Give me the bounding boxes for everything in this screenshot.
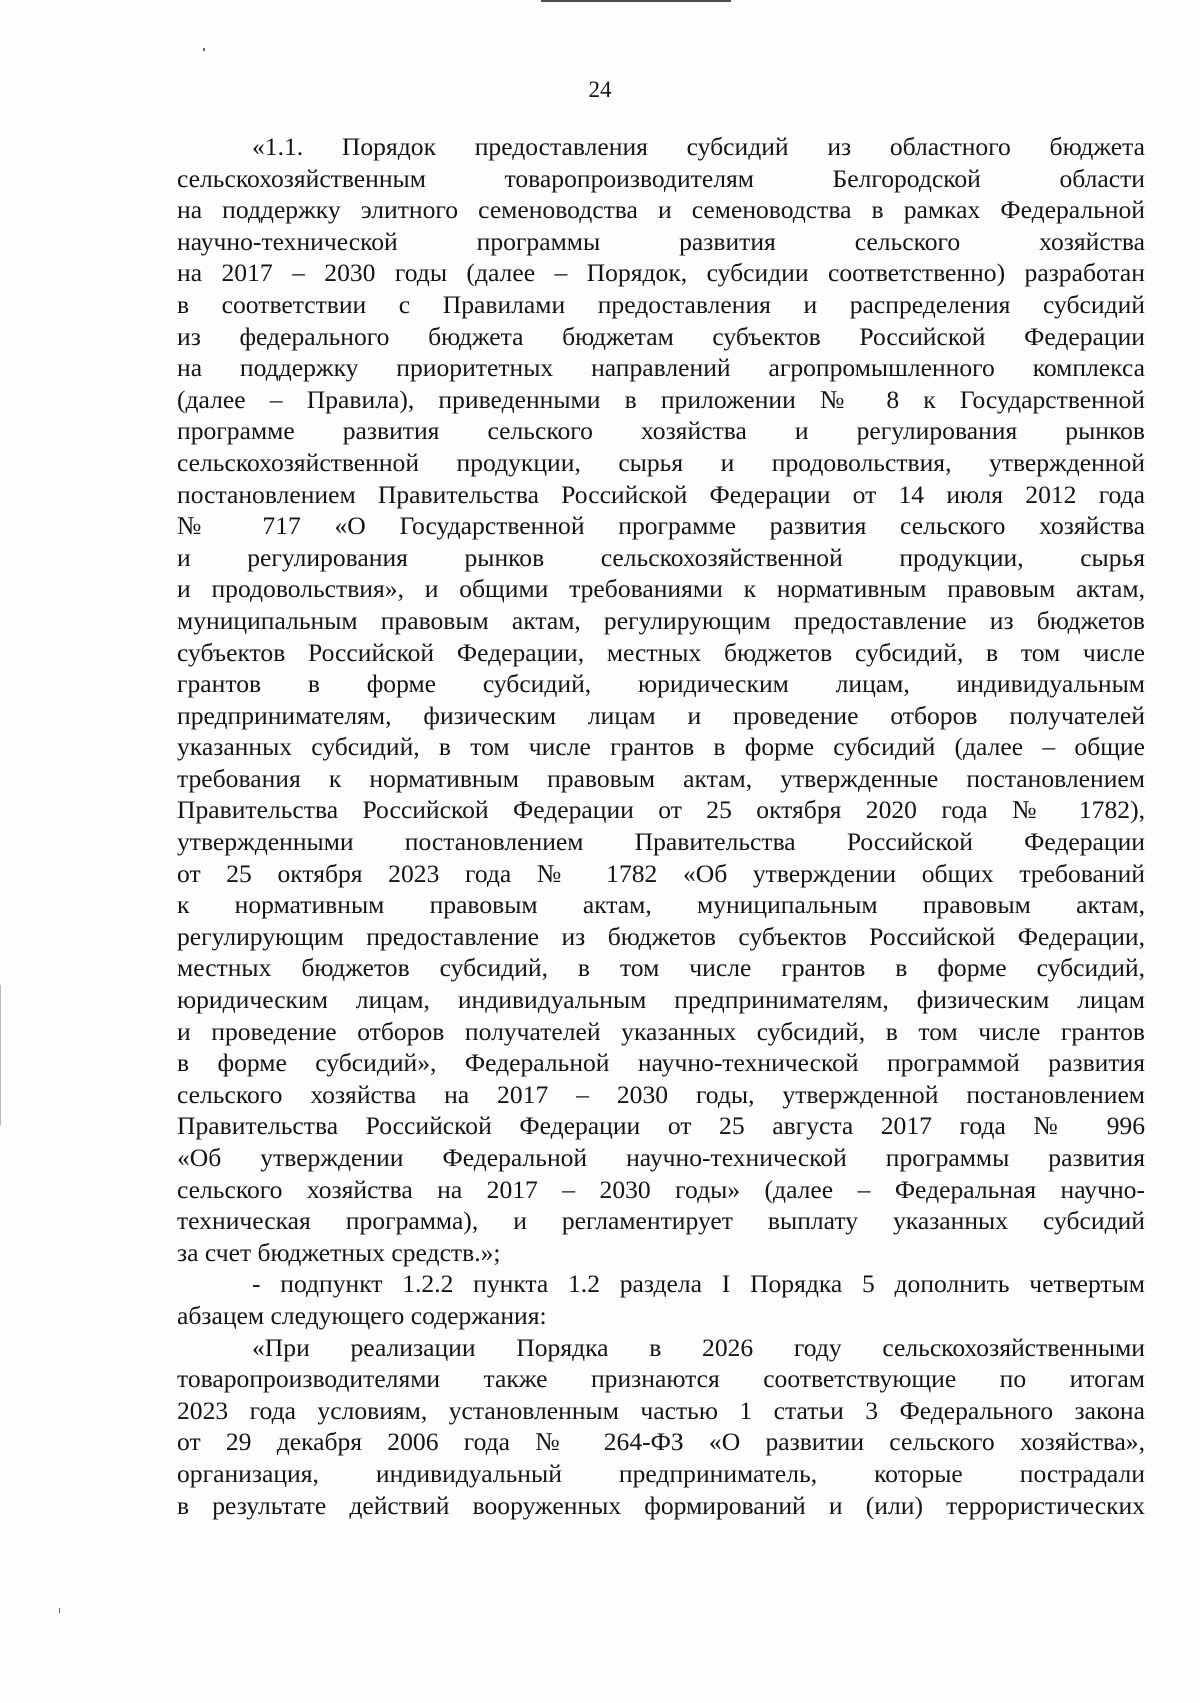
text-line: Правительства Российской Федерации от 25 октября 2020 года № 1782), <box>177 795 1145 825</box>
text-line: юридическим лицам, индивидуальным предпринимателям, физическим лицам <box>177 985 1145 1015</box>
scan-edge <box>0 985 1 1125</box>
text-line: 2023 года условиям, установленным частью 1 статьи 3 Федерального закона <box>177 1395 1145 1425</box>
text-line: - подпункт 1.2.2 пункта 1.2 раздела I Порядка 5 дополнить четвертым <box>252 1269 1145 1299</box>
text-line: за счет бюджетных средств.»; <box>177 1237 501 1267</box>
text-line: программе развития сельского хозяйства и регулирования рынков <box>177 416 1145 446</box>
text-line: сельскохозяйственной продукции, сырья и продовольствия, утвержденной <box>177 447 1145 477</box>
text-line: местных бюджетов субсидий, в том числе грантов в форме субсидий, <box>177 953 1145 983</box>
text-line: к нормативным правовым актам, муниципальным правовым актам, <box>177 890 1145 920</box>
text-line: на поддержку элитного семеноводства и семеноводства в рамках Федеральной <box>177 195 1145 225</box>
text-line: постановлением Правительства Российской Федерации от 14 июля 2012 года <box>177 479 1145 509</box>
text-line: субъектов Российской Федерации, местных бюджетов субсидий, в том числе <box>177 637 1145 667</box>
text-line: грантов в форме субсидий, юридическим лицам, индивидуальным <box>177 669 1145 699</box>
text-line: сельскохозяйственным товаропроизводителям Белгородской области <box>177 163 1145 193</box>
text-line: утвержденными постановлением Правительства Российской Федерации <box>177 827 1145 857</box>
text-line: от 29 декабря 2006 года № 264-ФЗ «О развитии сельского хозяйства», <box>177 1427 1145 1457</box>
text-line: товаропроизводителями также признаются соответствующие по итогам <box>177 1364 1145 1394</box>
text-line: сельского хозяйства на 2017 – 2030 годы, утвержденной постановлением <box>177 1079 1145 1109</box>
text-line: на 2017 – 2030 годы (далее – Порядок, субсидии соответственно) разработан <box>177 258 1145 288</box>
text-line: (далее – Правила), приведенными в приложении № 8 к Государственной <box>177 384 1145 414</box>
text-line: сельского хозяйства на 2017 – 2030 годы» (далее – Федеральная научно- <box>177 1174 1145 1204</box>
text-line: на поддержку приоритетных направлений агропромышленного комплекса <box>177 353 1145 383</box>
text-line: требования к нормативным правовым актам, утвержденные постановлением <box>177 763 1145 793</box>
document-body <box>177 131 1145 1521</box>
text-line: из федерального бюджета бюджетам субъектов Российской Федерации <box>177 321 1145 351</box>
text-line: и проведение отборов получателей указанных субсидий, в том числе грантов <box>177 1016 1145 1046</box>
text-line: регулирующим предоставление из бюджетов субъектов Российской Федерации, <box>177 921 1145 951</box>
text-line: муниципальным правовым актам, регулирующим предоставление из бюджетов <box>177 605 1145 635</box>
top-rule <box>541 0 731 2</box>
text-line: от 25 октября 2023 года № 1782 «Об утверждении общих требований <box>177 858 1145 888</box>
page-number: 24 <box>588 77 612 102</box>
text-line: и продовольствия», и общими требованиями к нормативным правовым актам, <box>177 574 1145 604</box>
text-line: организация, индивидуальный предприниматель, которые пострадали <box>177 1458 1145 1488</box>
text-line: «1.1. Порядок предоставления субсидий из областного бюджета <box>252 132 1145 161</box>
text-line: в форме субсидий», Федеральной научно-технической программой развития <box>177 1048 1145 1078</box>
text-line: «Об утверждении Федеральной научно-технической программы развития <box>177 1143 1145 1172</box>
text-line: и регулирования рынков сельскохозяйственной продукции, сырья <box>177 542 1145 572</box>
text-line: предпринимателям, физическим лицам и проведение отборов получателей <box>177 700 1145 730</box>
text-line: № 717 «О Государственной программе развития сельского хозяйства <box>177 511 1145 541</box>
scan-speck <box>59 1608 60 1613</box>
text-line: «При реализации Порядка в 2026 году сельскохозяйственными <box>252 1332 1145 1362</box>
scan-speck <box>203 48 205 51</box>
text-line: указанных субсидий, в том числе грантов в форме субсидий (далее – общие <box>177 732 1145 762</box>
text-line: в соответствии с Правилами предоставления и распределения субсидий <box>177 289 1145 319</box>
text-line: Правительства Российской Федерации от 25 августа 2017 года № 996 <box>177 1111 1145 1141</box>
text-line: научно-технической программы развития сельского хозяйства <box>177 226 1145 256</box>
text-line: в результате действий вооруженных формирований и (или) террористических <box>177 1490 1145 1520</box>
text-line: техническая программа), и регламентирует выплату указанных субсидий <box>177 1206 1145 1236</box>
text-line: абзацем следующего содержания: <box>177 1300 547 1330</box>
